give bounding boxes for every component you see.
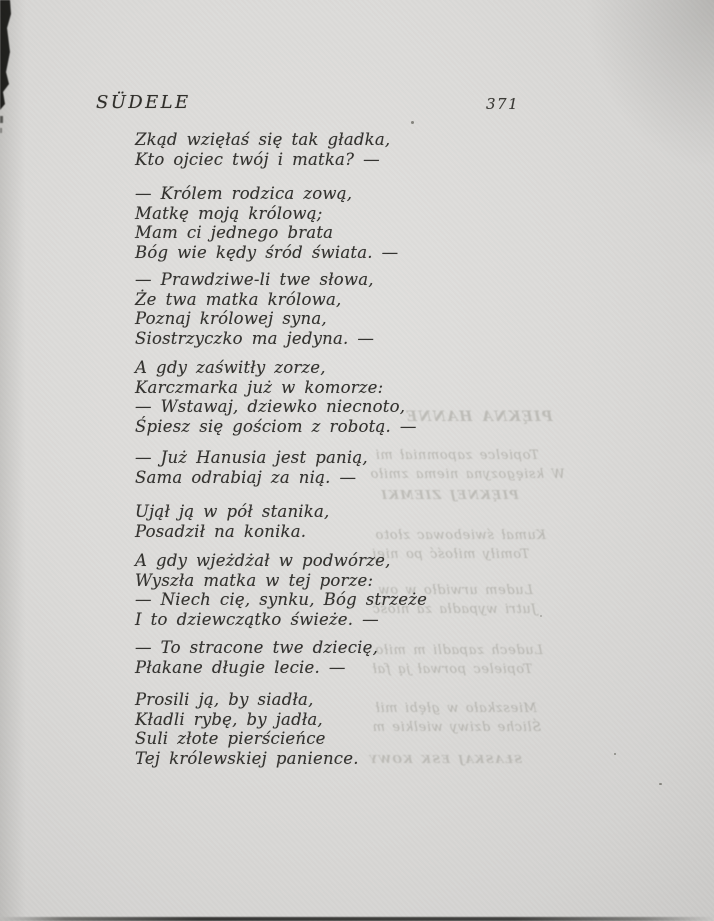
stanza-3	[135, 270, 374, 348]
corner-smudge	[584, 0, 714, 170]
bleedthrough-line: Ludem urwidło w ow	[378, 583, 533, 598]
poem-line: Tej królewskiej panience.	[135, 748, 359, 768]
ink-speck	[411, 121, 414, 124]
page-title: SÜDELE	[96, 92, 191, 113]
ink-speck	[540, 615, 542, 617]
poem-line: — Niech cię, synku, Bóg strzeże	[135, 590, 428, 609]
poem-line: Matkę moją królową;	[135, 203, 323, 223]
stanza-7	[135, 551, 427, 629]
ink-speck	[659, 783, 662, 785]
poem-line: Mam ci jednego brata	[135, 223, 334, 242]
poem-line: Wyszła matka w tej porze:	[135, 570, 374, 590]
stanza-8	[135, 638, 378, 677]
poem-line: A gdy wjeżdżał w podwórze,	[135, 551, 391, 570]
bleedthrough-line: SŁASKAJ ESK KOWY	[368, 753, 523, 766]
poem-line: Że twa matka królowa,	[135, 289, 342, 309]
stanza-9	[135, 690, 359, 768]
stanza-4	[135, 358, 417, 436]
poem-line: Prosili ją, by siadła,	[135, 690, 314, 709]
bleedthrough-line: Kumał świebowac złoto	[375, 528, 546, 543]
bleedthrough-line: W księgozyna niema zmiło	[370, 467, 565, 482]
stanza-6	[135, 502, 329, 541]
poem-line: — Już Hanusia jest panią,	[135, 448, 368, 467]
poem-line: Zkąd wzięłaś się tak gładka,	[135, 130, 391, 149]
stanza-5	[135, 448, 368, 487]
poem-line: Śpiesz się gościom z robotą. —	[135, 416, 417, 436]
bleedthrough-line: PIĘKNA HANNE	[405, 409, 553, 425]
stanza-1	[135, 130, 390, 169]
poem-line: Bóg wie kędy śród świata. —	[135, 242, 399, 262]
bleedthrough-line: Topielec porwał ją fał	[372, 662, 533, 677]
bleedthrough-line: Tomiły miłość po niej	[372, 547, 530, 562]
poem-line: — Królem rodzica zową,	[135, 184, 353, 203]
page-number: 371	[486, 95, 520, 113]
bleedthrough-line: Topielce zapomniał mi	[375, 448, 539, 463]
poem-line: A gdy zaświtły zorze,	[135, 358, 326, 377]
poem-line: I to dziewczątko świeże. —	[135, 609, 379, 629]
poem-line: Poznaj królowej syna,	[135, 309, 327, 328]
poem-line: Kładli rybę, by jadła,	[135, 709, 323, 729]
bleedthrough-line: PIĘKNEJ ZIEMKI	[380, 488, 519, 502]
poem-line: — Wstawaj, dziewko niecnoto,	[135, 397, 406, 416]
poem-line: Sama odrabiaj za nią. —	[135, 467, 357, 487]
bottom-edge-artifact	[0, 917, 714, 921]
ink-speck	[614, 753, 616, 755]
poem-line: — To stracone twe dziecię,	[135, 638, 379, 657]
poem-line: Karczmarka już w komorze:	[135, 377, 384, 397]
poem-line: Suli złote pierścieńce	[135, 729, 326, 748]
bleedthrough-line: Mieszkało w głębi mił	[375, 701, 537, 716]
poem-line: Ujął ją w pół stanika,	[135, 502, 330, 521]
poem-line: Płakane długie lecie. —	[135, 657, 346, 677]
poem-line: Siostrzyczko ma jedyna. —	[135, 328, 375, 348]
bleedthrough-line: Ludech zapadli m miło	[375, 643, 543, 658]
bleedthrough-line: Jutri wypadła za niość	[372, 602, 537, 617]
poem-line: Kto ojciec twój i matka? —	[135, 149, 380, 169]
scan-edge-artifact	[0, 0, 22, 140]
bleedthrough-line: Śliche dziwy wielkie m	[372, 720, 542, 735]
poem-line: Posadził na konika.	[135, 521, 307, 541]
stanza-2	[135, 184, 398, 262]
poem-line: — Prawdziwe-li twe słowa,	[135, 270, 374, 289]
